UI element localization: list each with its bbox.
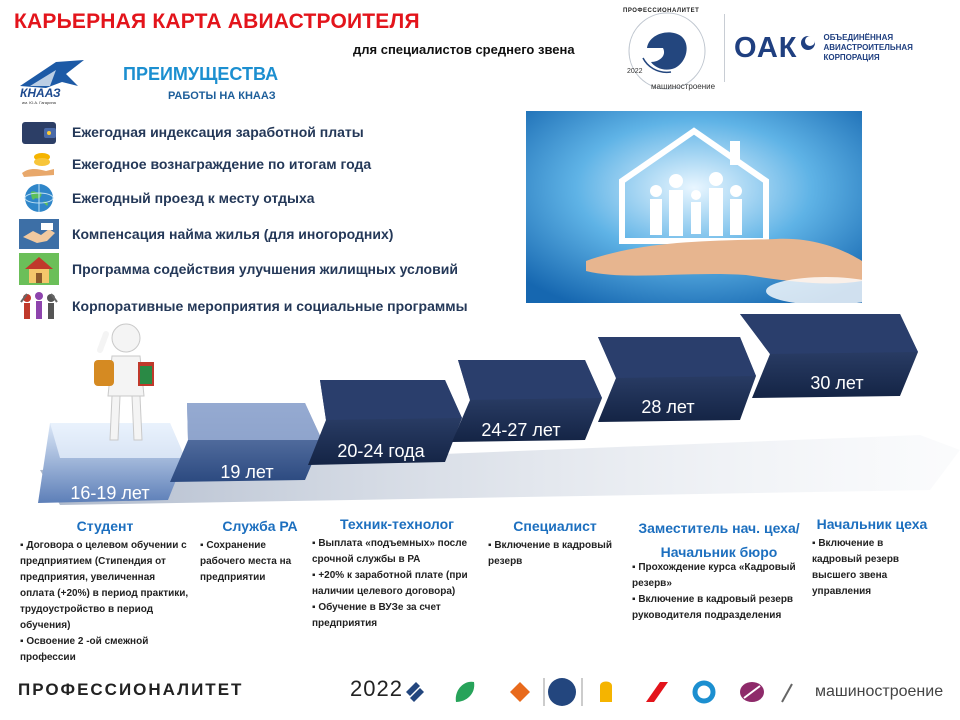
handshake-icon bbox=[18, 218, 60, 250]
stage-desc-2 bbox=[200, 538, 310, 586]
house-icon bbox=[18, 253, 60, 285]
footer-icon-brand-slash bbox=[782, 684, 792, 702]
stage-title-2: Служба РА bbox=[222, 518, 298, 534]
footer-icon-lens bbox=[740, 682, 764, 702]
knaaz-logo bbox=[16, 56, 88, 106]
footer-icon-slash bbox=[646, 682, 668, 702]
footer-year: 2022 bbox=[350, 676, 403, 701]
footer-icon-ring bbox=[695, 683, 713, 701]
footer-icon-diamond bbox=[510, 682, 530, 702]
stage-desc-4 bbox=[488, 538, 613, 570]
wallet-icon bbox=[18, 116, 60, 148]
professionalitet-logo bbox=[617, 6, 719, 96]
header-divider bbox=[724, 14, 725, 82]
page-subtitle: для специалистов среднего звена bbox=[353, 42, 575, 57]
oak-swoosh-icon bbox=[799, 34, 817, 52]
stage-desc-5 bbox=[632, 560, 804, 624]
stage-bullet: ▪ Включение в кадровый резерв bbox=[488, 540, 612, 567]
stage-bullet: ▪ Включение в кадровый резерв руководителя подразделения bbox=[632, 594, 794, 621]
step-label-3: 20-24 года bbox=[337, 441, 425, 461]
step-label-5: 28 лет bbox=[641, 397, 695, 417]
benefit-label: Ежегодный проезд к месту отдыха bbox=[72, 190, 315, 206]
step-label-1: 16-19 лет bbox=[70, 483, 150, 503]
oak-line3: КОРПОРАЦИЯ bbox=[823, 53, 880, 62]
professionalitet-arc-text: ПРОФЕССИОНАЛИТЕТ bbox=[623, 8, 700, 14]
benefit-label: Программа содействия улучшения жилищных условий bbox=[72, 261, 458, 277]
benefit-item bbox=[18, 217, 393, 251]
stage-bullet: ▪ Выплата «подъемных» после срочной службы в РА bbox=[312, 538, 468, 565]
oak-name: ОАК bbox=[734, 31, 798, 64]
stage-title-5: Заместитель нач. цеха/ Начальник бюро bbox=[638, 520, 800, 560]
benefit-item bbox=[18, 252, 458, 286]
benefit-item bbox=[18, 181, 315, 215]
benefit-item bbox=[18, 115, 364, 149]
oak-line1: ОБЪЕДИНЁННАЯ bbox=[823, 33, 894, 42]
globe-icon bbox=[18, 182, 60, 214]
footer-icon-cross bbox=[406, 682, 424, 702]
benefit-label: Корпоративные мероприятия и социальные программы bbox=[72, 298, 468, 314]
stage-title-4: Специалист bbox=[513, 518, 597, 534]
stage-bullet: ▪ Договора о целевом обучении с предприятием (Стипендия от предприятия, увеличенная оплата (+20%) в период практики, трудоустройство в период обучения) bbox=[20, 540, 189, 631]
benefit-label: Ежегодное вознаграждение по итогам года bbox=[72, 156, 372, 172]
stage-bullet: ▪ Обучение в ВУЗе за счет предприятия bbox=[312, 602, 441, 629]
benefit-label: Ежегодная индексация заработной платы bbox=[72, 124, 364, 140]
benefit-label: Компенсация найма жилья (для иногородних) bbox=[72, 226, 394, 242]
footer-icons bbox=[398, 672, 798, 712]
knaaz-sub: им. Ю.А. Гагарина bbox=[22, 100, 56, 105]
stage-bullet: ▪ Сохранение рабочего места на предприятии bbox=[200, 540, 292, 583]
career-staircase bbox=[0, 300, 960, 515]
stage-bullet: ▪ Освоение 2 -ой смежной профессии bbox=[20, 636, 149, 663]
benefit-item bbox=[18, 147, 371, 181]
knaaz-name: КНААЗ bbox=[20, 86, 61, 100]
page-title: КАРЬЕРНАЯ КАРТА АВИАСТРОИТЕЛЯ bbox=[14, 10, 420, 33]
advantages-title: ПРЕИМУЩЕСТВА bbox=[123, 64, 279, 84]
stage-bullet: ▪ Включение в кадровый резерв высшего звена управления bbox=[812, 538, 900, 597]
stage-desc-6 bbox=[812, 536, 912, 600]
step-label-6: 30 лет bbox=[810, 373, 864, 393]
stage-desc-1 bbox=[20, 538, 190, 666]
footer-icon-leaf bbox=[456, 682, 475, 702]
footer-wordmark: ПРОФЕССИОНАЛИТЕТ bbox=[18, 680, 244, 699]
step-label-2: 19 лет bbox=[220, 462, 274, 482]
family-house-image bbox=[526, 111, 862, 303]
oak-logo bbox=[734, 28, 913, 68]
stage-bullet: ▪ Прохождение курса «Кадровый резерв» bbox=[632, 562, 796, 589]
stage-desc-3 bbox=[312, 536, 472, 632]
stage-title-3: Техник-технолог bbox=[340, 516, 454, 532]
footer-icon-circle bbox=[544, 678, 582, 706]
step-label-4: 24-27 лет bbox=[481, 420, 561, 440]
advantages-subtitle: РАБОТЫ НА КНААЗ bbox=[168, 90, 276, 102]
coins-hand-icon bbox=[18, 148, 60, 180]
professionalitet-sub: машиностроение bbox=[651, 82, 716, 91]
footer-icon-bell bbox=[600, 682, 612, 703]
student-figure-icon bbox=[86, 320, 166, 448]
stage-bullet: ▪ +20% к заработной плате (при наличии целевого договора) bbox=[312, 570, 468, 597]
oak-line2: АВИАСТРОИТЕЛЬНАЯ bbox=[823, 43, 913, 52]
stage-title-1: Студент bbox=[76, 518, 134, 534]
footer-brand: машиностроение bbox=[815, 683, 944, 700]
stage-title-6: Начальник цеха bbox=[816, 516, 928, 532]
professionalitet-year: 2022 bbox=[627, 68, 643, 75]
